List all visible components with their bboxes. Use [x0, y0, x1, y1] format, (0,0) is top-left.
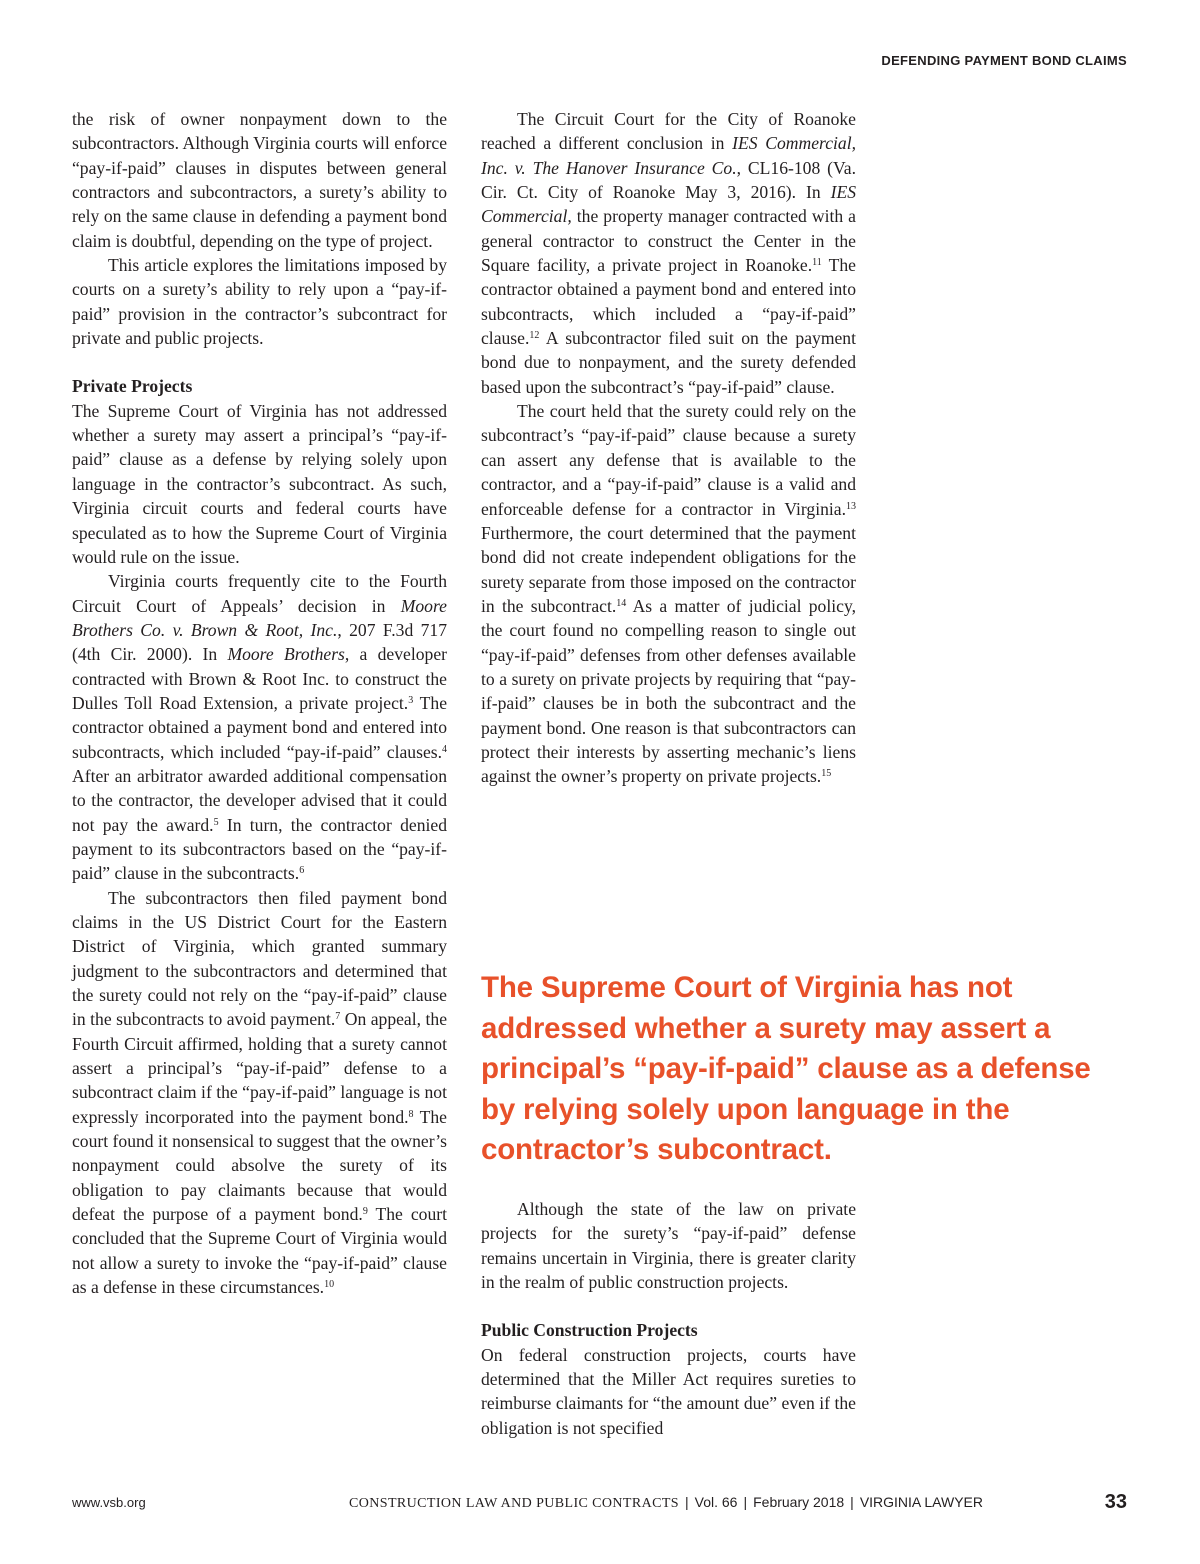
footnote-ref: 12 — [529, 330, 540, 342]
case-citation: IES Commercial, — [481, 182, 856, 227]
footer-website: www.vsb.org — [72, 1495, 146, 1510]
footnote-ref: 7 — [335, 1011, 341, 1023]
paragraph: The Supreme Court of Virginia has not addressed whether a surety may assert a principal’s “pay-if-paid” clause as a defense by relying solely upon language in the contractor’s subcontract. As such, Virginia circuit courts and federal courts have speculated as to how the Supreme Court of Virginia would rule on the issue. — [72, 400, 447, 567]
case-citation: Moore Brothers — [227, 644, 345, 665]
section-heading-public-projects: Public Construction Projects — [481, 1320, 698, 1341]
footnote-ref: 9 — [362, 1206, 368, 1218]
footnote-ref: 4 — [442, 743, 447, 755]
paragraph: The subcontractors then filed payment bond claims in the US District Court for the Eastern District of Virginia, which granted summary judgment to the subcontractors and determined that the surety could not rely on the “pay-if-paid” clause in the subcontracts to avoid payment.$^7$ On appeal, the Fourth Circuit affirmed, holding that a surety cannot assert a principal’s “pay-if-paid” defense to a subcontract claim if the “pay-if-paid” language is not expressly incorporated into the payment bond.$^8$ The court found it nonsensical to suggest that the owner’s nonpayment could absolve the surety of its obligation to pay claimants because that would defeat the purpose of a payment bond.$^9$ The court concluded that the Supreme Court of Virginia would not allow a surety to invoke the “pay-if-paid” clause as a defense in these circumstances.$^{10}$ — [72, 887, 447, 1298]
footer-section: CONSTRUCTION LAW AND PUBLIC CONTRACTS — [349, 1496, 679, 1511]
page-number: 33 — [1104, 1491, 1127, 1513]
right-column-upper — [481, 107, 856, 789]
footnote-ref: 5 — [213, 816, 219, 828]
running-header: DEFENDING PAYMENT BOND CLAIMS — [881, 53, 1127, 68]
case-citation: Moore Brothers Co. v. Brown & Root, Inc. — [72, 595, 447, 640]
footnote-ref: 10 — [324, 1279, 335, 1291]
footer-date: February 2018 — [753, 1494, 845, 1510]
right-column-lower — [481, 1197, 856, 1440]
paragraph: the risk of owner nonpayment down to the subcontractors. Although Virginia courts will enforce “pay-if-paid” clauses in disputes between general contractors and subcontractors, a surety’s ability to rely on the same clause in defending a payment bond claim is doubtful, depending on the type of project. — [72, 109, 447, 251]
footer-magazine: VIRGINIA LAWYER — [859, 1494, 983, 1510]
paragraph: Virginia courts frequently cite to the Fourth Circuit Court of Appeals’ decision in Moore Brothers Co. v. Brown & Root, Inc., 207 F.3d 717 (4th Cir. 2000). In Moore Brothers, a developer contracted with Brown & Root Inc. to construct the Dulles Toll Road Extension, a private project.$^3$ The contractor obtained a payment bond and entered into subcontracts, which included “pay-if-paid” clauses.$^4$ After an arbitrator awarded additional compensation to the contractor, the developer advised that it could not pay the award.$^5$ In turn, the contractor denied payment to its subcontractors based on the “pay-if-paid” clause in the subcontracts.$^6$ — [72, 571, 448, 884]
footnote-ref: 6 — [299, 865, 305, 877]
footnote-ref: 13 — [846, 500, 856, 512]
footnote-ref: 14 — [616, 597, 627, 609]
paragraph: The court held that the surety could rely on the subcontract’s “pay-if-paid” clause because a surety can assert any defense that is available to the contractor, and a “pay-if-paid” clause is a valid and enforceable defense for a contractor in Virginia.$^{13}$ Furthermore, the court determined that the payment bond did not create independent obligations for the surety separate from those imposed on the contractor in the subcontract.$^{14}$ As a matter of judicial policy, the court found no compelling reason to single out “pay-if-paid” defenses from other defenses available to a surety on private projects by requiring that “pay-if-paid” clauses be in both the subcontract and the payment bond. One reason is that subcontractors can protect their interests by asserting mechanic’s liens against the owner’s property on private projects.$^{15}$ — [481, 401, 856, 787]
paragraph: On federal construction projects, courts have determined that the Miller Act requires sureties to reimburse claimants for “the amount due” even if the obligation is not specified — [481, 1344, 856, 1438]
footer-publication-info: CONSTRUCTION LAW AND PUBLIC CONTRACTS | Vol. 66 | February 2018 | VIRGINIA LAWYER — [349, 1494, 983, 1511]
footnote-ref: 3 — [408, 694, 414, 706]
pull-quote: The Supreme Court of Virginia has not addressed whether a surety may assert a principal’s “pay-if-paid” clause as a defense by relying solely upon language in the contractor’s subcontract. — [481, 971, 1091, 1166]
footnote-ref: 15 — [821, 768, 832, 780]
section-heading-private-projects: Private Projects — [72, 376, 193, 397]
case-citation: IES Commercial, Inc. v. The Hanover Insurance Co. — [481, 133, 857, 178]
left-column — [72, 107, 447, 1300]
footnote-ref: 11 — [812, 257, 822, 269]
footnote-ref: 8 — [408, 1108, 414, 1120]
paragraph: Although the state of the law on private projects for the surety’s “pay-if-paid” defense remains uncertain in Virginia, there is greater clarity in the realm of public construction projects. — [481, 1199, 856, 1293]
footer-volume: Vol. 66 — [694, 1494, 738, 1510]
paragraph: The Circuit Court for the City of Roanoke reached a different conclusion in IES Commercial, Inc. v. The Hanover Insurance Co., CL16-108 (Va. Cir. Ct. City of Roanoke May 3, 2016). In IES Commercial, the property manager contracted with a general contractor to construct the Center in the Square facility, a private project in Roanoke.$^{11}$ The contractor obtained a payment bond and entered into subcontracts, which included a “pay-if-paid” clause.$^{12}$ A subcontractor filed suit on the payment bond due to nonpayment, and the surety defended based upon the subcontract’s “pay-if-paid” clause. — [481, 109, 857, 397]
paragraph: This article explores the limitations imposed by courts on a surety’s ability to rely upon a “pay-if-paid” provision in the contractor’s subcontract for private and public projects. — [72, 255, 447, 349]
